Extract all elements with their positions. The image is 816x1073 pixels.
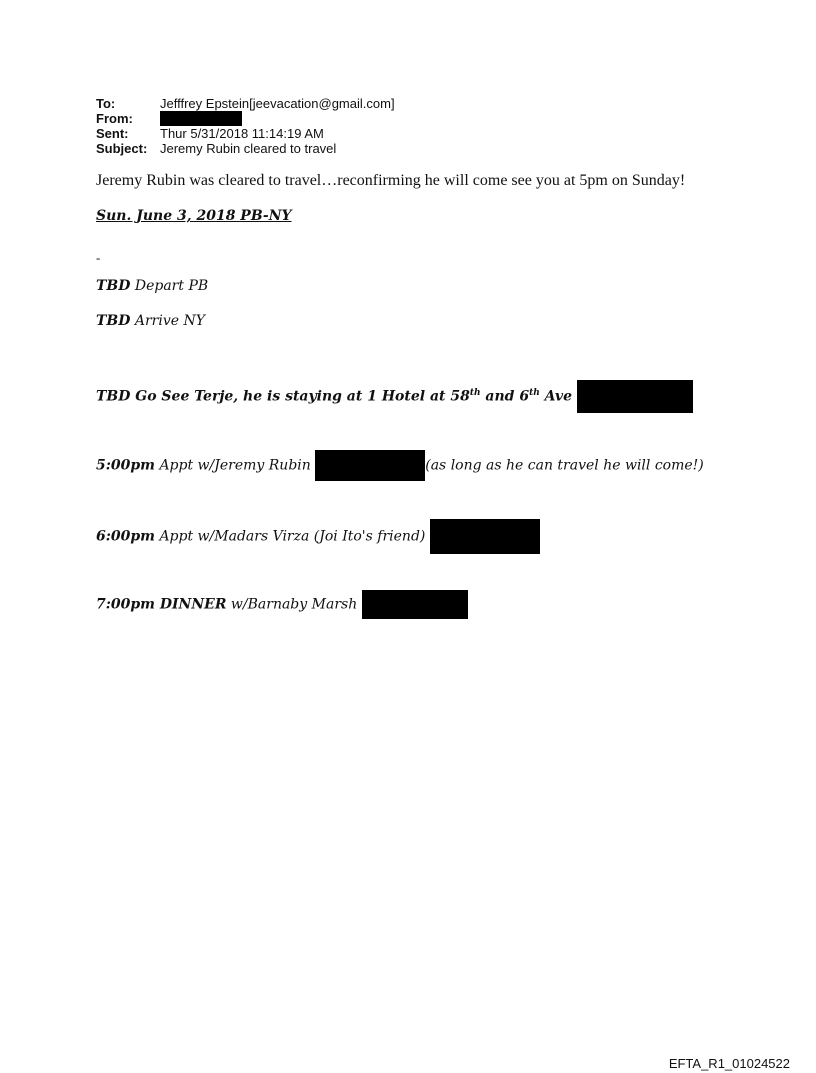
subject-row <box>96 141 395 156</box>
dash: - <box>96 250 101 265</box>
subject-label: Subject: <box>96 141 148 156</box>
date-heading: Sun. June 3, 2018 PB-NY <box>96 208 292 224</box>
redaction-box <box>362 590 468 619</box>
schedule-item: 5:00pm Appt w/Jeremy Rubin (as long as he can travel he will come!) <box>96 450 704 481</box>
redaction-box <box>160 111 242 126</box>
redaction-box <box>430 519 540 554</box>
schedule-item: 7:00pm DINNER w/Barnaby Marsh <box>96 590 468 619</box>
redaction-box <box>315 450 425 481</box>
sent-row <box>96 126 395 141</box>
schedule-item: TBD Go See Terje, he is staying at 1 Hotel at 58th and 6th Ave <box>96 380 693 413</box>
intro-text: Jeremy Rubin was cleared to travel…reconfirming he will come see you at 5pm on Sunday! <box>96 172 686 189</box>
from-label: From: <box>96 111 133 126</box>
sent-value: Thur 5/31/2018 11:14:19 AM <box>160 126 324 141</box>
to-value: Jefffrey Epstein[jeevacation@gmail.com] <box>160 96 395 111</box>
sent-label: Sent: <box>96 126 129 141</box>
schedule-item: 6:00pm Appt w/Madars Virza (Joi Ito's friend) <box>96 519 540 554</box>
to-label: To: <box>96 96 116 111</box>
from-row <box>96 111 395 126</box>
email-header <box>96 96 395 156</box>
document-id: EFTA_R1_01024522 <box>668 1056 790 1071</box>
schedule-item: TBD Depart PB <box>96 278 209 294</box>
to-row <box>96 96 395 111</box>
redaction-box <box>577 380 693 413</box>
subject-value: Jeremy Rubin cleared to travel <box>160 141 337 156</box>
schedule-item: TBD Arrive NY <box>96 313 205 329</box>
